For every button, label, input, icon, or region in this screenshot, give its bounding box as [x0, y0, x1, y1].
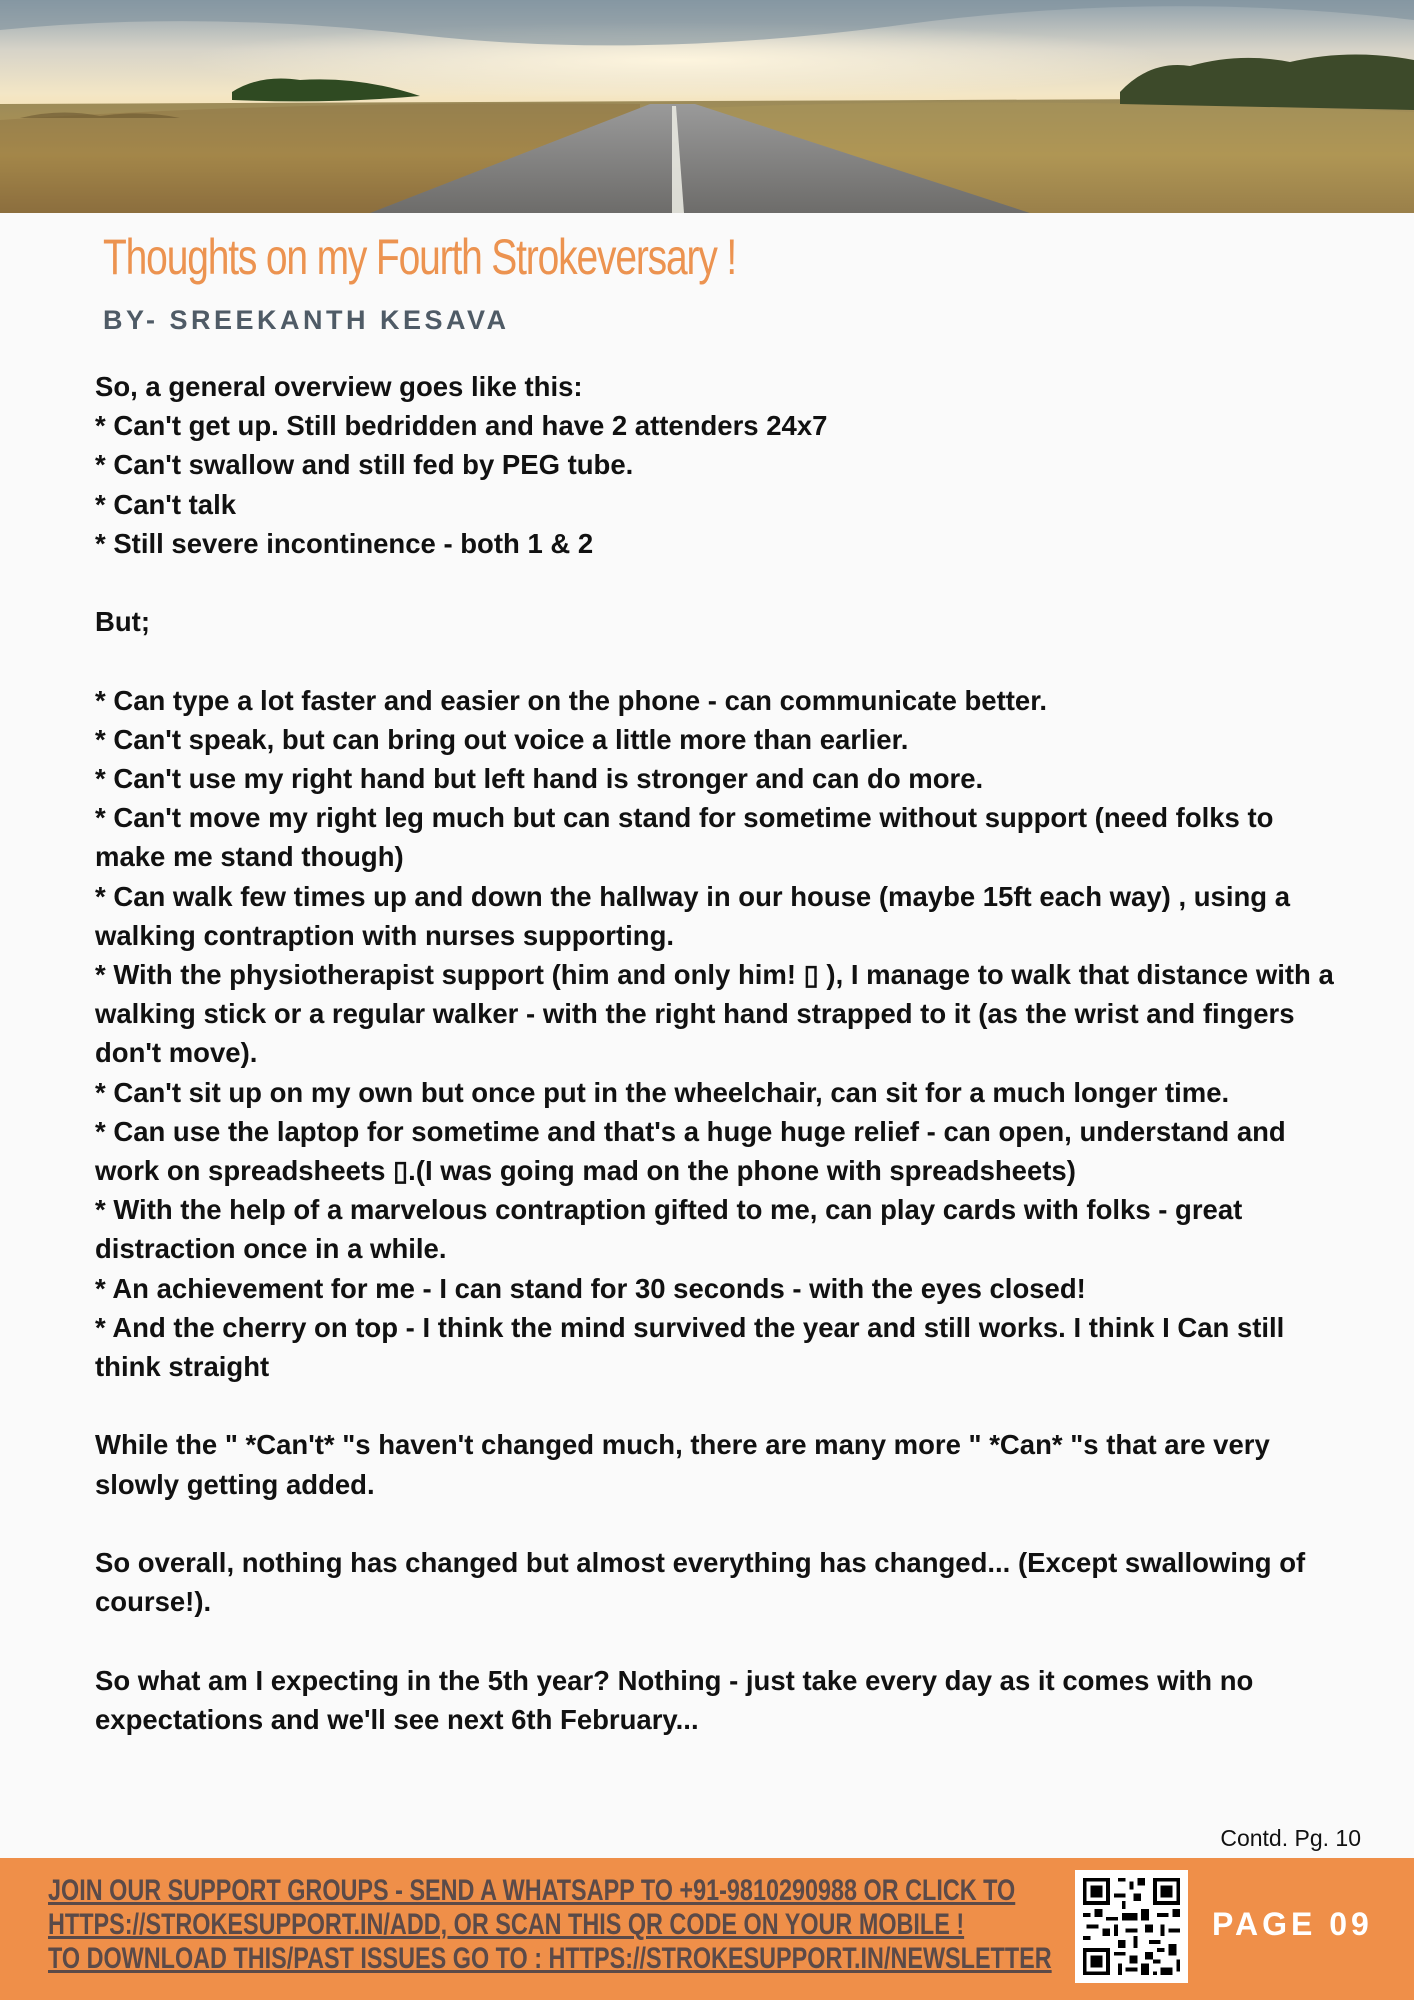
- article-title: Thoughts on my Fourth Strokeversary !: [103, 229, 736, 285]
- article-paragraph: But;: [95, 606, 150, 638]
- article-paragraph: * Can't get up. Still bedridden and have 2 attenders 24x7: [95, 410, 828, 442]
- article-paragraph: * Can't use my right hand but left hand is stronger and can do more.: [95, 763, 984, 794]
- paragraph-spacer: [95, 1386, 1345, 1425]
- article-paragraph: So overall, nothing has changed but almost everything has changed... (Except swallowing of course!).: [95, 1547, 1306, 1618]
- paragraph-spacer: [95, 563, 1345, 602]
- article-paragraph: * Can't sit up on my own but once put in the wheelchair, can sit for a much longer time.: [95, 1076, 1230, 1108]
- continued-note: Contd. Pg. 10: [1220, 1825, 1361, 1851]
- footer-line-2[interactable]: HTTPS://STROKESUPPORT.IN/ADD, OR SCAN THIS QR CODE ON YOUR MOBILE !: [48, 1908, 965, 1941]
- paragraph-spacer: [95, 1621, 1345, 1660]
- article-paragraph: * Can't talk: [95, 488, 237, 520]
- article-paragraph: * With the help of a marvelous contraption gifted to me, can play cards with folks - great distraction once in a while.: [95, 1194, 1243, 1265]
- article-paragraph: * Can't speak, but can bring out voice a little more than earlier.: [95, 723, 909, 755]
- qr-code-icon[interactable]: [1075, 1870, 1188, 1983]
- article-body: [95, 367, 1345, 1739]
- article-paragraph: * Can use the laptop for sometime and that's a huge huge relief - can open, understand and work on spreadsheets ▯.(I was going mad on the phone with spreadsheets): [95, 1115, 1286, 1187]
- article-paragraph: * An achievement for me - I can stand for 30 seconds - with the eyes closed!: [95, 1272, 1086, 1304]
- footer-links[interactable]: [48, 1874, 1052, 1976]
- paragraph-spacer: [95, 1504, 1345, 1543]
- article-paragraph: * Can walk few times up and down the hallway in our house (maybe 15ft each way) , using a walking contraption with nurses supporting.: [95, 880, 1290, 951]
- article-paragraph: * Can type a lot faster and easier on the phone - can communicate better.: [95, 684, 1048, 716]
- article-paragraph: * And the cherry on top - I think the mind survived the year and still works. I think I Can still think straight: [95, 1311, 1285, 1383]
- article-paragraph: * With the physiotherapist support (him and only him! ▯ ), I manage to walk that distance with a walking stick or a regular walker - with the right hand strapped to it (as the wrist and fingers don't move).: [95, 959, 1334, 1069]
- footer-line-1[interactable]: JOIN OUR SUPPORT GROUPS - SEND A WHATSAPP TO +91-9810290988 OR CLICK TO: [48, 1874, 1016, 1907]
- footer-line-3[interactable]: TO DOWNLOAD THIS/PAST ISSUES GO TO : HTTPS://STROKESUPPORT.IN/NEWSLETTER: [48, 1942, 1052, 1975]
- banner-road-photo: [0, 0, 1414, 213]
- article-paragraph: * Can't move my right leg much but can stand for sometime without support (need folks to make me stand though): [95, 802, 1274, 873]
- article-paragraph: While the " *Can't* "s haven't changed much, there are many more " *Can* "s that are very slowly getting added.: [95, 1429, 1270, 1500]
- footer-bar: [0, 1858, 1414, 2000]
- article-paragraph: So what am I expecting in the 5th year? Nothing - just take every day as it comes with no expectations and we'll see next 6th February...: [95, 1664, 1254, 1735]
- page-number: PAGE 09: [1212, 1906, 1373, 1942]
- article-byline: BY- SREEKANTH KESAVA: [103, 305, 510, 335]
- paragraph-spacer: [95, 641, 1345, 680]
- article-paragraph: So, a general overview goes like this:: [95, 371, 583, 402]
- article-paragraph: * Can't swallow and still fed by PEG tube.: [95, 449, 634, 481]
- article-paragraph: * Still severe incontinence - both 1 & 2: [95, 527, 594, 559]
